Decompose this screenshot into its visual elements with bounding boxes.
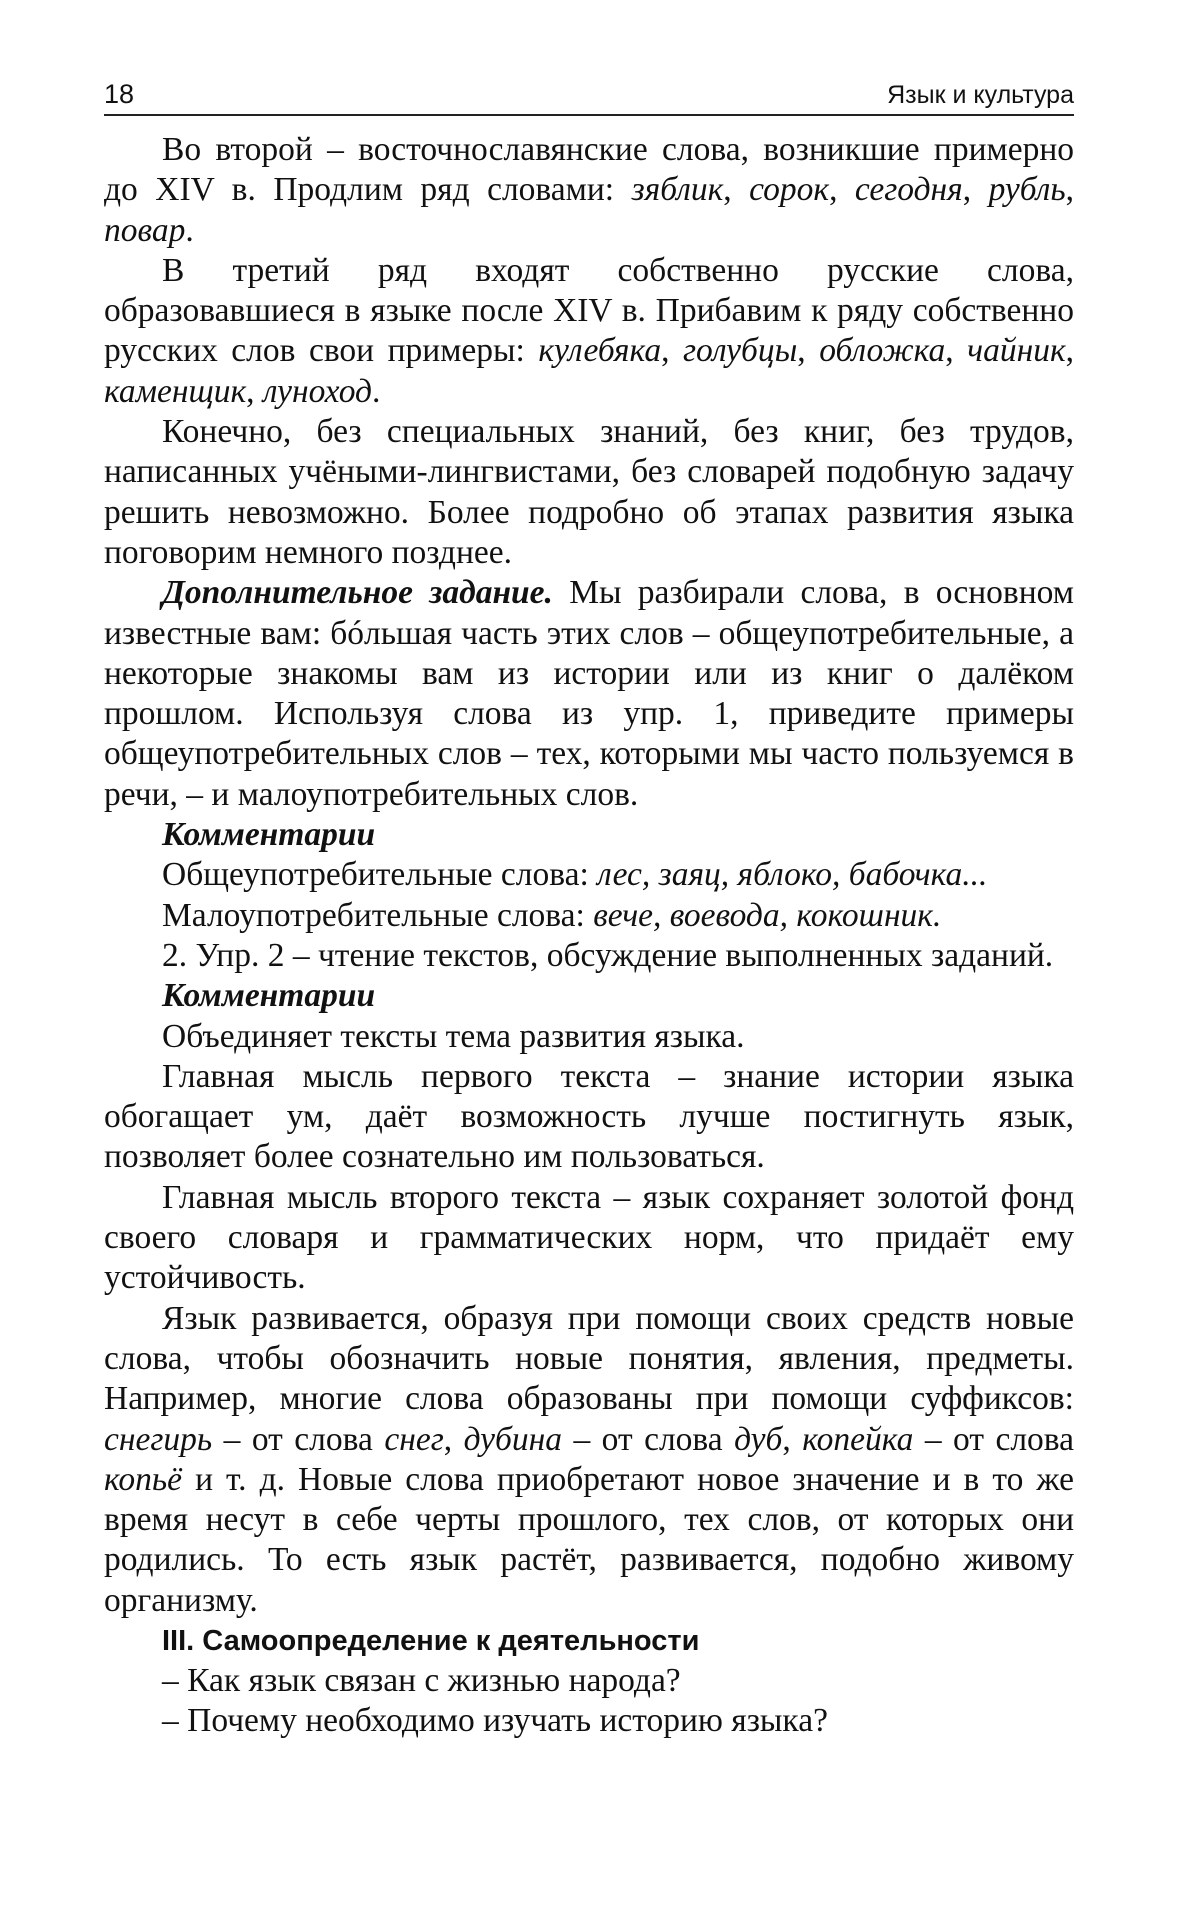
section-title: III. Самоопределение к деятельности [104, 1621, 1074, 1661]
question-item: – Как язык связан с жизнью народа? [104, 1661, 1074, 1701]
comments-heading-2: Комментарии [104, 976, 1074, 1016]
question-item: – Почему необходимо изучать историю языка? [104, 1701, 1074, 1741]
rare-words-line: Малоупотребительные слова: вече, воевода, кокошник. [104, 896, 1074, 936]
page-number: 18 [104, 79, 134, 110]
running-title: Язык и культура [887, 81, 1074, 110]
paragraph-6: Объединяет тексты тема развития языка. [104, 1017, 1074, 1057]
paragraph-5: 2. Упр. 2 – чтение текстов, обсуждение выполненных заданий. [104, 936, 1074, 976]
paragraph-1: Во второй – восточнославянские слова, возникшие примерно до XIV в. Продлим ряд словами: зяблик, сорок, сегодня, рубль, повар. [104, 130, 1074, 251]
paragraph-9: Язык развивается, образуя при помощи своих средств новые слова, чтобы обозначить новые понятия, явления, предметы. Например, многие слова образованы при помощи суффиксов: снегирь – от слова снег, дубина – от слова дуб, копейка – от слова копьё и т. д. Новые слова приобретают новое значение и в то же время несут в себе черты прошлого, тех слов, от которых они родились. То есть язык растёт, развивается, подобно живому организму. [104, 1299, 1074, 1621]
paragraph-3: Конечно, без специальных знаний, без книг, без трудов, написанных учёными-лингвистами, без словарей подобную задачу решить невозможно. Более подробно об этапах развития языка поговорим немного позднее. [104, 412, 1074, 573]
page-body [104, 130, 1074, 1742]
paragraph-2: В третий ряд входят собственно русские слова, образовавшиеся в языке после XIV в. Прибавим к ряду собственно русских слов свои примеры: кулебяка, голубцы, обложка, чайник, каменщик, луноход. [104, 251, 1074, 412]
comments-heading-1: Комментарии [104, 815, 1074, 855]
book-page [104, 70, 1074, 1742]
task-lead: Дополнительное задание. [162, 574, 553, 611]
page-header [104, 70, 1074, 116]
paragraph-7: Главная мысль первого текста – знание истории языка обогащает ум, даёт возможность лучше постигнуть язык, позволяет более сознательно им пользоваться. [104, 1057, 1074, 1178]
paragraph-4: Дополнительное задание. Мы разбирали слова, в основном известные вам: бóльшая часть этих слов – общеупотребительные, а некоторые знакомы вам из истории или из книг о далёком прошлом. Используя слова из упр. 1, приведите примеры общеупотребительных слов – тех, которыми мы часто пользуемся в речи, – и малоупотребительных слов. [104, 573, 1074, 815]
paragraph-8: Главная мысль второго текста – язык сохраняет золотой фонд своего словаря и грамматических норм, что придаёт ему устойчивость. [104, 1178, 1074, 1299]
common-words-line: Общеупотребительные слова: лес, заяц, яблоко, бабочка... [104, 855, 1074, 895]
